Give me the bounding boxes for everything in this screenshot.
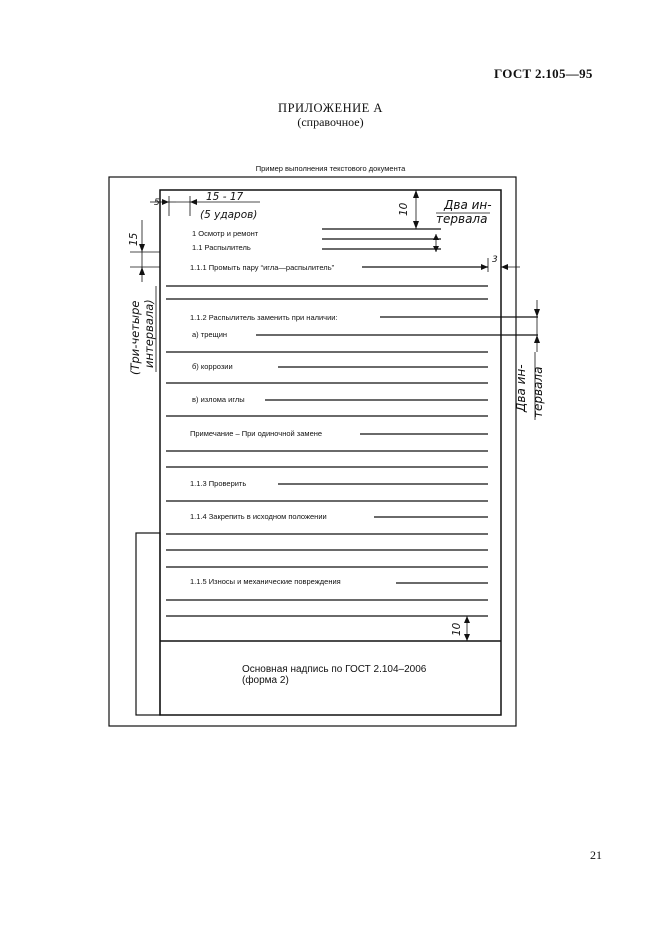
text-lines bbox=[166, 229, 538, 616]
title-block-line-1: Основная надпись по ГОСТ 2.104–2006 bbox=[242, 664, 427, 675]
title-block-text bbox=[242, 664, 426, 686]
item-1-1-1: 1.1.1 Промыть пару “игла—распылитель” bbox=[190, 263, 335, 272]
dimension-right-3 bbox=[462, 258, 520, 272]
two-intervals-right-2: тервала bbox=[531, 366, 545, 418]
standard-header: ГОСТ 2.105—95 bbox=[494, 66, 593, 81]
dimension-bottom-10 bbox=[464, 616, 470, 641]
item-1: 1 Осмотр и ремонт bbox=[192, 229, 259, 238]
indent-label: 15 - 17 bbox=[206, 191, 244, 203]
item-1-1: 1.1 Распылитель bbox=[192, 243, 251, 252]
item-v: в) излома иглы bbox=[192, 395, 245, 404]
title-block-line-2: (форма 2) bbox=[242, 675, 289, 686]
left-15-label: 15 bbox=[128, 232, 140, 246]
two-intervals-top-1: Два ин- bbox=[444, 198, 492, 212]
appendix-subtitle: (справочное) bbox=[297, 115, 364, 129]
item-1-1-5: 1.1.5 Износы и механические повреждения bbox=[190, 577, 341, 586]
top-10-label: 10 bbox=[398, 202, 410, 216]
two-intervals-top-2: тервала bbox=[436, 212, 488, 226]
three-four-label-2: интервала) bbox=[142, 299, 156, 368]
appendix-title: ПРИЛОЖЕНИЕ А bbox=[278, 101, 383, 115]
item-1-1-2: 1.1.2 Распылитель заменить при наличии: bbox=[190, 313, 338, 322]
page-number: 21 bbox=[590, 848, 602, 862]
binding-strip bbox=[136, 533, 160, 715]
three-four-label-1: (Три-четыре bbox=[128, 300, 142, 375]
right-3-label: 3 bbox=[492, 255, 498, 265]
indent-note: (5 ударов) bbox=[200, 209, 258, 221]
item-1-1-3: 1.1.3 Проверить bbox=[190, 479, 247, 488]
item-1-1-4: 1.1.4 Закрепить в исходном положении bbox=[190, 512, 327, 521]
item-a: а) трещин bbox=[192, 330, 228, 339]
margin-5-label: 5 bbox=[154, 198, 160, 208]
figure-caption: Пример выполнения текстового документа bbox=[255, 164, 406, 173]
bottom-10-label: 10 bbox=[451, 622, 463, 636]
dimension-left-15 bbox=[130, 220, 160, 282]
note: Примечание – При одиночной замене bbox=[190, 429, 323, 438]
item-b: б) коррозии bbox=[192, 362, 233, 371]
two-intervals-right-1: Два ин- bbox=[514, 364, 528, 412]
